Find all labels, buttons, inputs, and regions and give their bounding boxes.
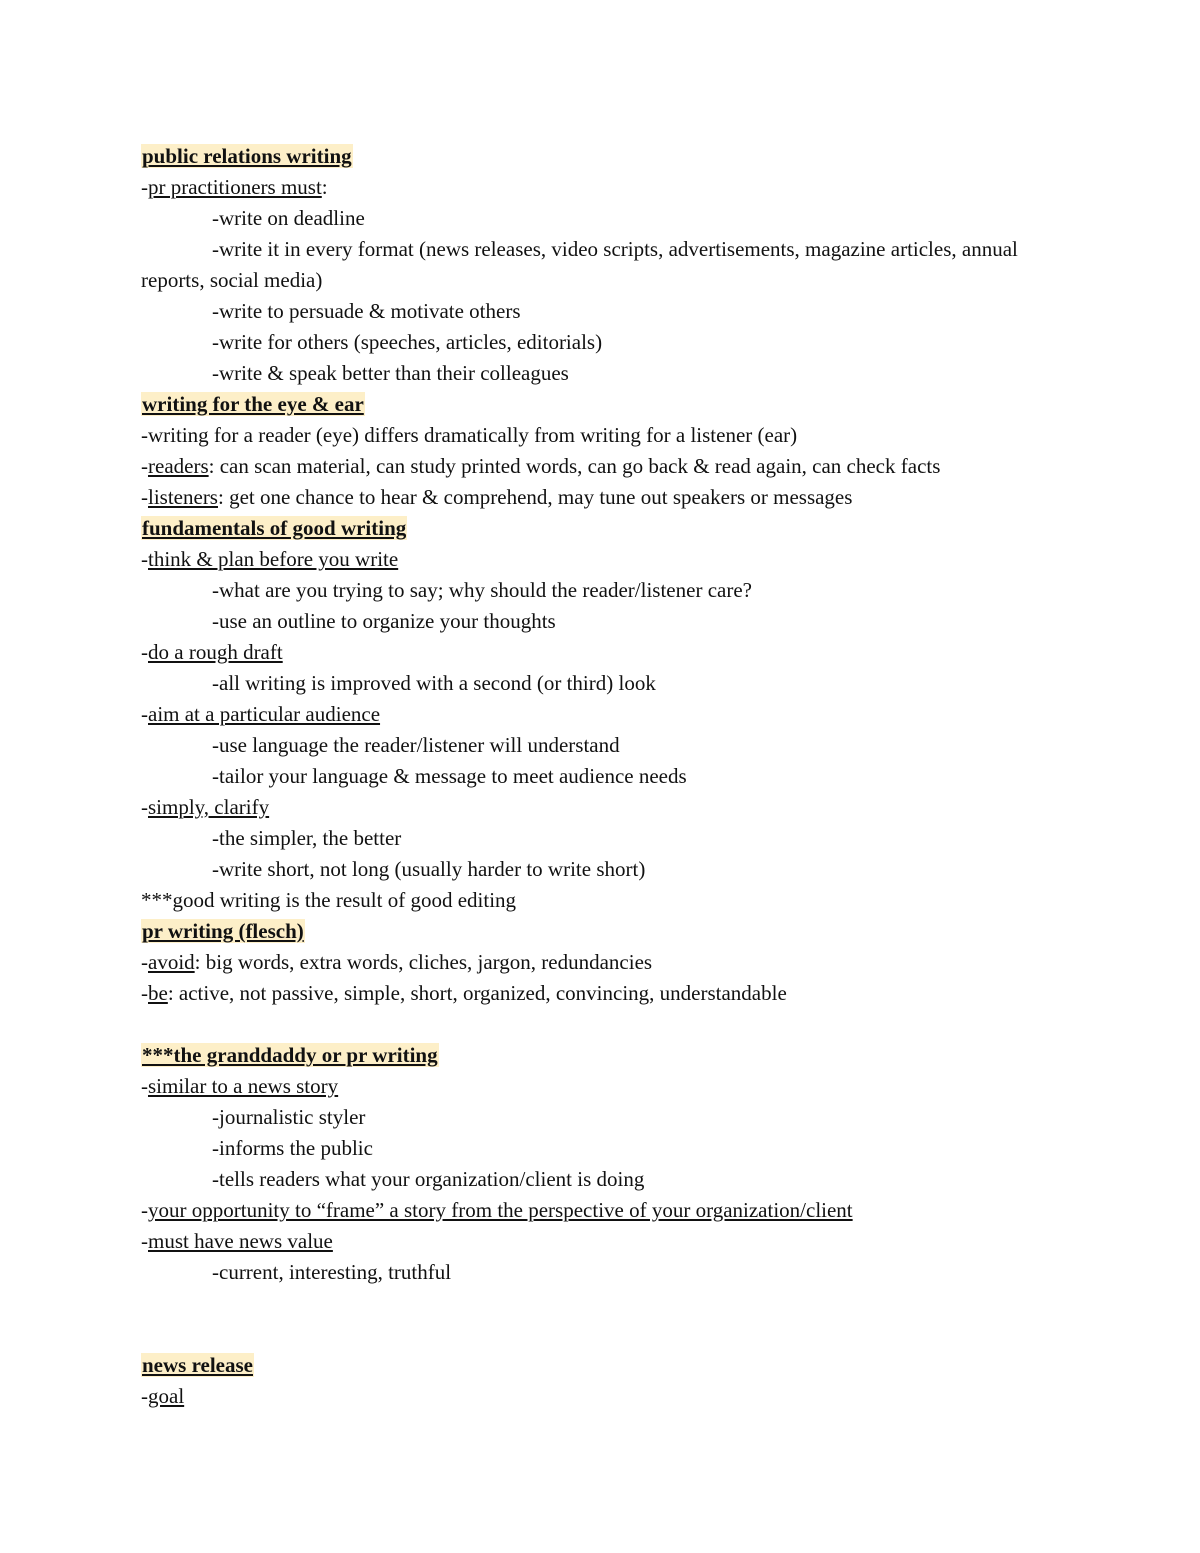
label-opportunity-frame: your opportunity to “frame” a story from the perspective of your organization/client [148,1198,853,1222]
heading-public-relations-writing: public relations writing [142,144,352,168]
heading-fundamentals: fundamentals of good writing [142,516,407,540]
blank-line [141,1288,1061,1319]
readers-text: : can scan material, can study printed words, can go back & read again, can check facts [208,454,941,478]
sub-item-text: -write it in every format (news releases, video scripts, advertisements, magazine articles, annual reports, social media) [141,237,1018,292]
label-pr-practitioners-must: pr practitioners must [148,175,322,199]
list-item: -your opportunity to “frame” a story from the perspective of your organization/client [141,1198,853,1222]
list-item: -avoid: big words, extra words, cliches, jargon, redundancies [141,950,653,974]
listeners-text: : get one chance to hear & comprehend, may tune out speakers or messages [217,485,853,509]
list-item: -be: active, not passive, simple, short, organized, convincing, understandable [141,981,787,1005]
sub-item: -journalistic styler [212,1105,366,1129]
sub-item: -write & speak better than their colleagues [212,361,569,385]
list-item: -aim at a particular audience [141,702,381,726]
section-heading-line [141,1040,1061,1071]
label-avoid: avoid [148,950,195,974]
note-line: ***good writing is the result of good editing [141,888,517,912]
section-heading-line [141,141,1061,172]
heading-eye-ear: writing for the eye & ear [142,392,364,416]
label-news-value: must have news value [148,1229,333,1253]
label-similar-news-story: similar to a news story [148,1074,339,1098]
sub-item: -what are you trying to say; why should the reader/listener care? [212,578,752,602]
sub-item: -the simpler, the better [212,826,402,850]
be-text: : active, not passive, simple, short, organized, convincing, understandable [167,981,787,1005]
section-heading-line [141,916,1061,947]
sub-item: -write to persuade & motivate others [212,299,521,323]
sub-item: -tells readers what your organization/client is doing [212,1167,645,1191]
label-be: be [148,981,168,1005]
sub-item: -write for others (speeches, articles, editorials) [212,330,603,354]
document-body [141,141,1061,1412]
list-item: -writing for a reader (eye) differs dramatically from writing for a listener (ear) [141,423,798,447]
section-heading-line [141,513,1061,544]
list-item: -readers: can scan material, can study printed words, can go back & read again, can check facts [141,454,941,478]
list-item: -think & plan before you write [141,547,399,571]
heading-news-release: news release [142,1353,253,1377]
blank-line [141,1319,1061,1350]
sub-item-wrapped [141,234,1061,296]
section-heading-line [141,389,1061,420]
list-item: -must have news value [141,1229,333,1253]
blank-line [141,1009,1061,1040]
sub-item: -informs the public [212,1136,373,1160]
list-item: -simply, clarify [141,795,270,819]
heading-granddaddy: ***the granddaddy or pr writing [142,1043,438,1067]
list-item: -goal [141,1384,185,1408]
label-think-plan: think & plan before you write [148,547,399,571]
sub-item: -tailor your language & message to meet audience needs [212,764,687,788]
sub-item: -current, interesting, truthful [212,1260,452,1284]
label-readers: readers [148,454,209,478]
label-rough-draft: do a rough draft [148,640,283,664]
section-heading-line [141,1350,1061,1381]
label-simply-clarify: simply, clarify [148,795,270,819]
heading-flesch: pr writing (flesch) [142,919,304,943]
sub-item: -all writing is improved with a second (or third) look [212,671,656,695]
label-audience: aim at a particular audience [148,702,381,726]
sub-item: -use an outline to organize your thoughts [212,609,556,633]
sub-item: -use language the reader/listener will understand [212,733,620,757]
list-item: -similar to a news story [141,1074,339,1098]
label-goal: goal [148,1384,185,1408]
list-item: -do a rough draft [141,640,283,664]
avoid-text: : big words, extra words, cliches, jargon, redundancies [194,950,653,974]
list-item: -pr practitioners must: [141,175,328,199]
list-item: -listeners: get one chance to hear & comprehend, may tune out speakers or messages [141,485,853,509]
sub-item: -write on deadline [212,206,365,230]
sub-item: -write short, not long (usually harder to write short) [212,857,646,881]
label-listeners: listeners [148,485,218,509]
